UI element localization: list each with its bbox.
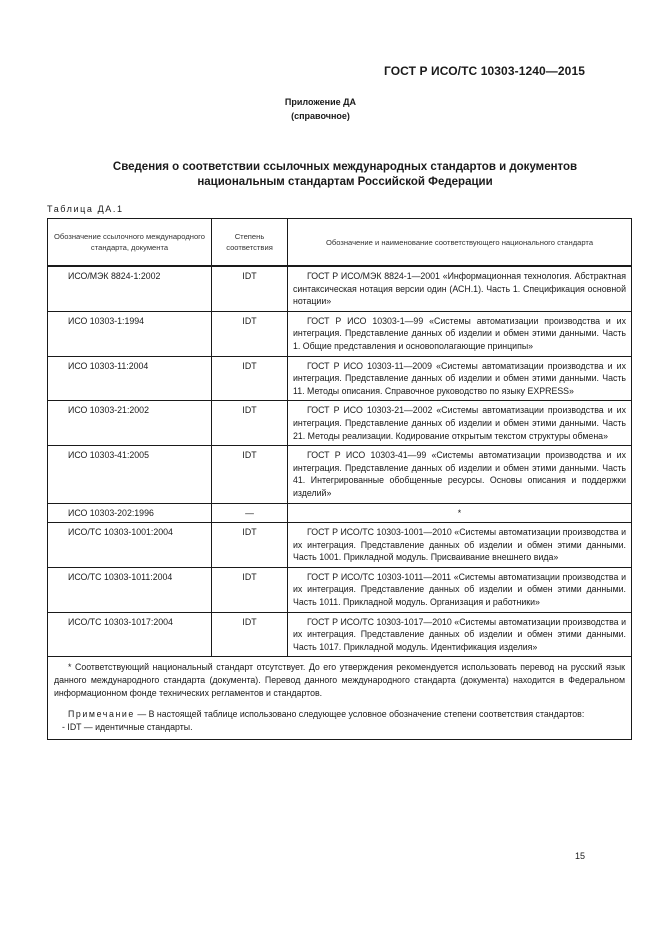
cell-reference: ИСО/МЭК 8824-1:2002 xyxy=(48,266,212,311)
header-reference-standard: Обозначение ссылочного международного стандарта, документа xyxy=(48,219,212,267)
cell-reference: ИСО 10303-202:1996 xyxy=(48,503,212,523)
appendix-heading xyxy=(0,95,661,123)
cell-degree: IDT xyxy=(212,612,288,657)
cell-degree: IDT xyxy=(212,567,288,612)
cell-national: ГОСТ Р ИСО 10303-21—2002 «Системы автоматизации производства и их интеграция. Представление данных об изделии и обмен этими данными. Часть 21. Методы реализации. Кодирование открытым текстом структуры обмена» xyxy=(288,401,632,446)
note-label: Примечание xyxy=(68,709,135,720)
section-title-line-1: Сведения о соответствии ссылочных международных стандартов и документов xyxy=(112,161,578,173)
cell-degree: IDT xyxy=(212,356,288,401)
cell-reference: ИСО 10303-1:1994 xyxy=(48,311,212,356)
table-row xyxy=(48,503,632,523)
cell-degree: IDT xyxy=(212,446,288,503)
appendix-subtitle: (справочное) xyxy=(291,111,350,121)
table-header-row xyxy=(48,219,632,267)
appendix-title: Приложение ДА xyxy=(284,97,357,107)
cell-national: ГОСТ Р ИСО/ТС 10303-1017—2010 «Системы автоматизации производства и их интеграция. Представление данных об изделии и обмен этими данными. Часть 1017. Прикладной модуль. Идентификация изделия» xyxy=(288,612,632,657)
cell-national: ГОСТ Р ИСО 10303-11—2009 «Системы автоматизации производства и их интеграция. Представление данных об изделии и обмен этими данными. Часть 11. Методы описания. Справочное руководство по языку EXPRESS» xyxy=(288,356,632,401)
table-footer-row xyxy=(48,657,632,740)
cell-national: ГОСТ Р ИСО 10303-41—99 «Системы автоматизации производства и их интеграция. Представление данных об изделии и обмен этими данными. Часть 41. Интегрированные обобщенные ресурсы. Основы описания и поддержки изделий» xyxy=(288,446,632,503)
cell-degree: IDT xyxy=(212,311,288,356)
table-row xyxy=(48,401,632,446)
cell-national: ГОСТ Р ИСО/ТС 10303-1001—2010 «Системы автоматизации производства и их интеграция. Представление данных об изделии и обмен этими данными. Часть 1001. Прикладной модуль. Присваивание внешнего вида» xyxy=(288,523,632,568)
cell-national: ГОСТ Р ИСО/МЭК 8824-1—2001 «Информационная технология. Абстрактная синтаксическая нотация версии один (АСН.1). Часть 1. Спецификация основной нотации» xyxy=(288,266,632,311)
table-row xyxy=(48,446,632,503)
header-national-standard: Обозначение и наименование соответствующего национального стандарта xyxy=(288,219,632,267)
cell-reference: ИСО 10303-21:2002 xyxy=(48,401,212,446)
cell-degree: IDT xyxy=(212,401,288,446)
note xyxy=(54,708,625,721)
cell-reference: ИСО 10303-11:2004 xyxy=(48,356,212,401)
cell-degree: — xyxy=(212,503,288,523)
table-row xyxy=(48,523,632,568)
cell-national: ГОСТ Р ИСО 10303-1—99 «Системы автоматизации производства и их интеграция. Представление данных об изделии и обмен этими данными. Часть 1. Общие представления и основополагающие принципы» xyxy=(288,311,632,356)
correspondence-table xyxy=(47,218,632,740)
cell-national: * xyxy=(288,503,632,523)
table-row xyxy=(48,266,632,311)
note-text: — В настоящей таблице использовано следующее условное обозначение степени соответствия стандартов: xyxy=(134,709,585,720)
cell-reference: ИСО 10303-41:2005 xyxy=(48,446,212,503)
note-item: - IDT — идентичные стандарты. xyxy=(62,721,193,732)
cell-degree: IDT xyxy=(212,266,288,311)
cell-reference: ИСО/ТС 10303-1011:2004 xyxy=(48,567,212,612)
header-degree: Степень соответствия xyxy=(212,219,288,267)
cell-national: ГОСТ Р ИСО/ТС 10303-1011—2011 «Системы автоматизации производства и их интеграция. Представление данных об изделии и обмен этими данными. Часть 1011. Прикладной модуль. Организация и работники» xyxy=(288,567,632,612)
table-footnotes xyxy=(48,657,632,740)
document-code: ГОСТ Р ИСО/ТС 10303-1240—2015 xyxy=(384,64,585,78)
page-number: 15 xyxy=(574,851,585,861)
cell-degree: IDT xyxy=(212,523,288,568)
table-row xyxy=(48,356,632,401)
cell-reference: ИСО/ТС 10303-1017:2004 xyxy=(48,612,212,657)
section-title-line-2: национальным стандартам Российской Федерации xyxy=(197,176,493,188)
table-label: Таблица ДА.1 xyxy=(47,204,124,214)
cell-reference: ИСО/ТС 10303-1001:2004 xyxy=(48,523,212,568)
table-row xyxy=(48,612,632,657)
table-row xyxy=(48,311,632,356)
section-title xyxy=(60,160,630,190)
table-row xyxy=(48,567,632,612)
footnote: * Соответствующий национальный стандарт отсутствует. До его утверждения рекомендуется использовать перевод на русский язык данного международного стандарта (документа). Перевод данного международного стандарта (документа) находится в Федеральном информационном фонде технических регламентов и стандартов. xyxy=(54,662,625,698)
